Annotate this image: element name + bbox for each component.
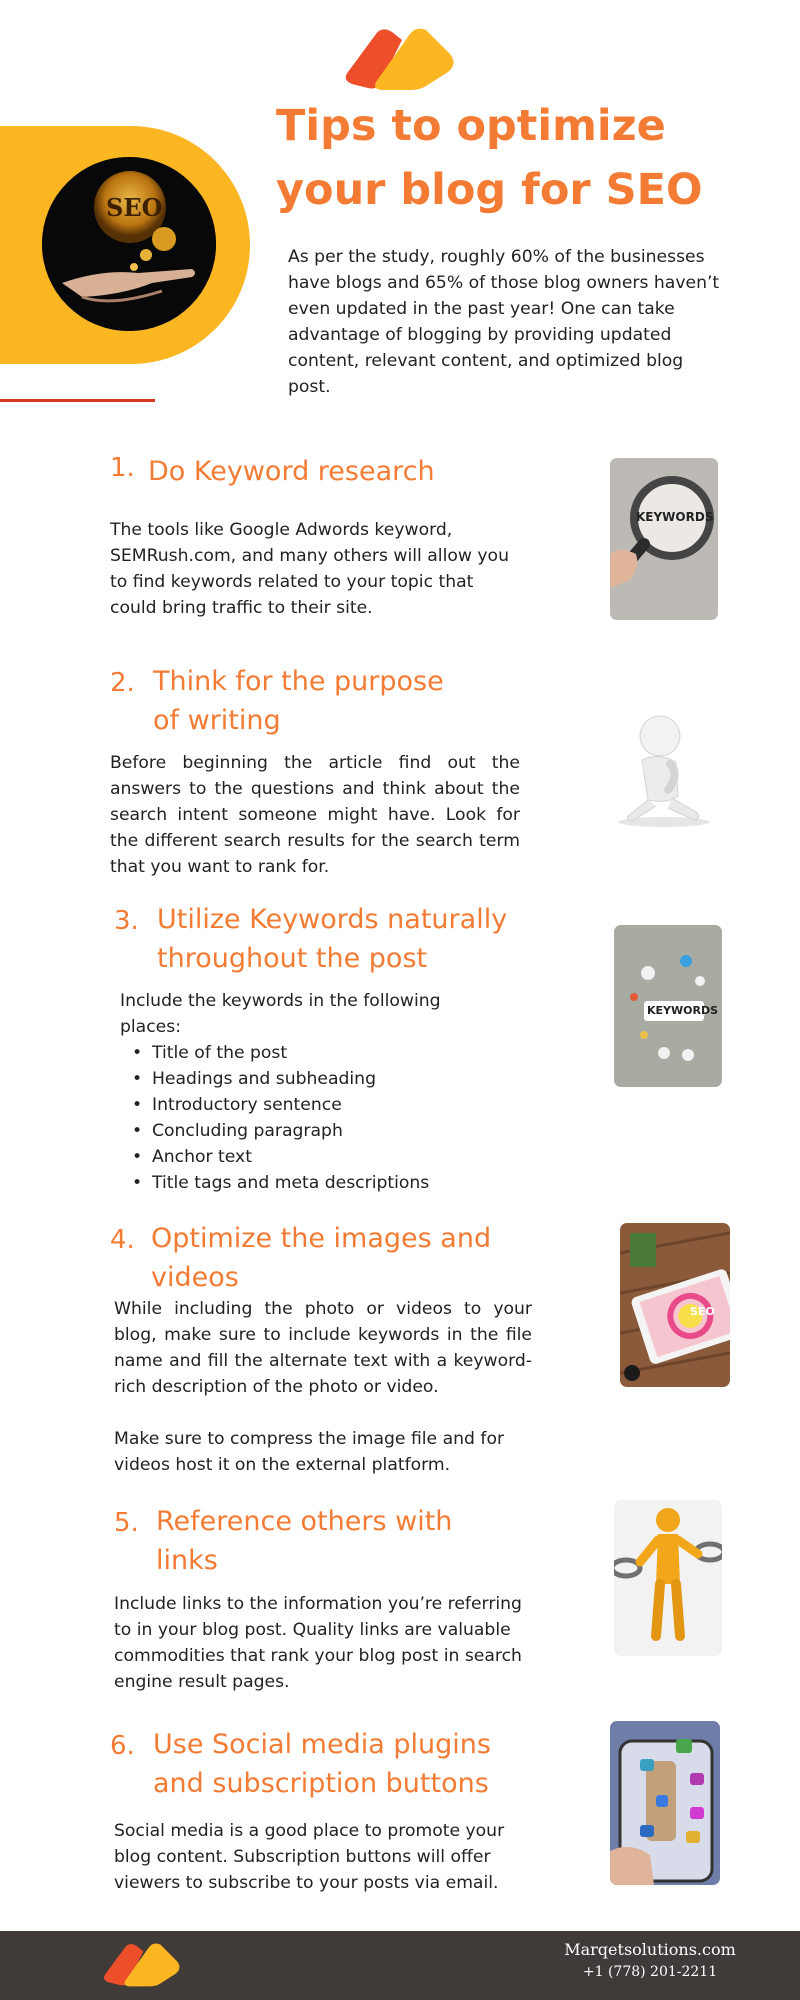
section-body: Before beginning the article find out the answers to the questions and think about the search intent someone might have. Look for the different search results for the search term that you want to rank for.	[110, 753, 520, 877]
section-body: Social media is a good place to promote your blog content. Subscription buttons will offer viewers to subscribe to your posts via email.	[114, 1821, 505, 1893]
seo-hand-photo	[42, 157, 216, 331]
divider	[0, 399, 155, 402]
thinking-figure-icon	[608, 712, 718, 828]
logo-mark-icon	[340, 26, 460, 90]
section-heading-line1: Think for the purpose	[153, 666, 444, 697]
list-item: • Title of the post	[124, 1040, 544, 1066]
intro-paragraph: As per the study, roughly 60% of the businesses have blogs and 65% of those blog owners haven’t even updated in the past year! One can take advantage of blogging by providing updated content, relevant content, and optimized blog post.	[288, 247, 720, 397]
list-item: • Title tags and meta descriptions	[124, 1170, 544, 1196]
logo-mark-icon	[100, 1941, 184, 1987]
seo-image-label: SEO	[690, 1305, 715, 1318]
section-heading-line1: Utilize Keywords naturally	[157, 904, 508, 935]
social-phone-photo	[610, 1721, 720, 1885]
section-body: The tools like Google Adwords keyword, SEMRush.com, and many others will allow you to find keywords related to your topic that could bring traffic to their site.	[110, 520, 509, 618]
magnifier-keywords-photo	[610, 458, 718, 620]
section-body-extra: Make sure to compress the image file and for videos host it on the external platform.	[114, 1429, 505, 1475]
list-item: • Headings and subheading	[124, 1066, 544, 1092]
footer-website-link[interactable]: Marqetsolutions.com	[564, 1940, 736, 1959]
list-item: • Concluding paragraph	[124, 1118, 544, 1144]
section-number: 1.	[110, 453, 135, 483]
page-title: Tips to optimize your blog for SEO	[276, 101, 703, 215]
list-item: • Anchor text	[124, 1144, 544, 1170]
section-heading-line1: Reference others with	[156, 1506, 453, 1537]
section-body: Include links to the information you’re referring to in your blog post. Quality links are valuable commodities that rank your blog post in search engine result pages.	[114, 1594, 522, 1692]
section-intro: Include the keywords in the following places:	[120, 991, 441, 1037]
section-number: 5.	[114, 1508, 139, 1538]
section-number: 3.	[114, 906, 139, 936]
section-number: 4.	[110, 1225, 135, 1255]
section-heading-line2: videos	[151, 1262, 239, 1293]
chain-figure-photo	[614, 1500, 722, 1656]
section-number: 2.	[110, 668, 135, 698]
section-heading-line2: and subscription buttons	[153, 1768, 489, 1799]
section-number: 6.	[110, 1731, 135, 1761]
footer-phone: +1 (778) 201-2211	[582, 1964, 718, 1980]
section-heading-line2: throughout the post	[157, 943, 428, 974]
section-heading-line1: Optimize the images and	[151, 1223, 492, 1254]
section-body: While including the photo or videos to your blog, make sure to include keywords in the file name and fill the alternate text with a keyword-rich description of the photo or video.	[114, 1299, 532, 1397]
keywords-cloud-photo	[614, 925, 722, 1087]
section-heading: Do Keyword research	[148, 456, 435, 487]
keywords-image-label: KEYWORDS	[636, 510, 714, 524]
section-heading-line2: of writing	[153, 705, 281, 736]
seo-image-label: SEO	[106, 193, 163, 222]
keyword-places-list	[124, 1040, 544, 1196]
section-heading-line1: Use Social media plugins	[153, 1729, 491, 1760]
list-item: • Introductory sentence	[124, 1092, 544, 1118]
seo-tablet-photo	[620, 1223, 730, 1387]
keywords-image-label: KEYWORDS	[647, 1004, 719, 1017]
section-heading-line2: links	[156, 1545, 218, 1576]
